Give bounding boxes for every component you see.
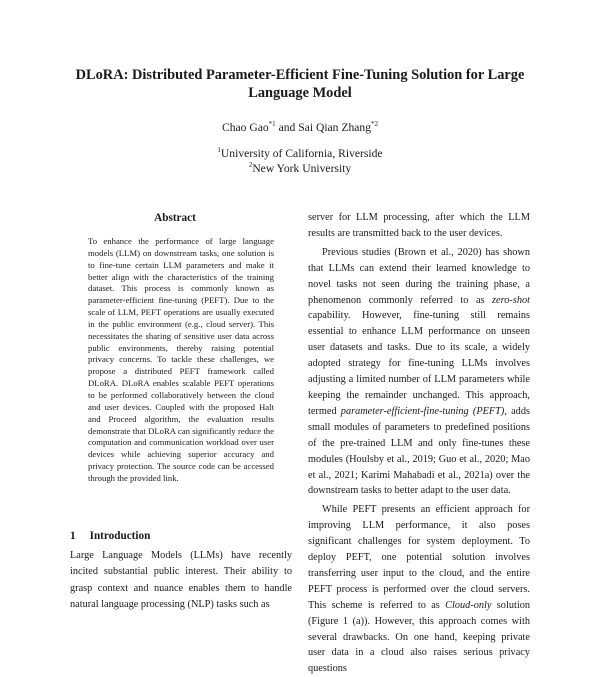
author-marker: *1 <box>268 120 276 129</box>
emphasis-text: parameter-efficient-fine-tuning (PEFT) <box>340 405 505 417</box>
emphasis-text: zero-shot <box>492 294 530 306</box>
text-run: solution (Figure 1 (a)). However, this approach comes with several drawbacks. On one hand, keeping private user data in a cloud also raises serious privacy questions <box>308 599 530 675</box>
paragraph <box>308 245 530 500</box>
affiliation-name: University of California, Riverside <box>220 147 383 160</box>
section-title: Introduction <box>89 530 151 542</box>
intro-text: Large Language Models (LLMs) have recently incited substantial public interest. Their ability to grasp context and nuance enables them to handle natural language processing (NLP) tasks such as <box>70 550 292 611</box>
author-line <box>60 120 540 135</box>
right-column <box>308 210 530 677</box>
affiliation-name: New York University <box>252 162 352 175</box>
affiliation-marker: 2 <box>248 161 253 170</box>
author-name: Chao Gao <box>221 121 269 134</box>
abstract-text: To enhance the performance of large language models (LLM) on downstream tasks, one solution is to fine-tune certain LLM parameters and make it better align with the characteristics of the training dataset. This process is commonly known as parameter-efficient fine-tuning (PEFT). Due to the scale of LLM, PEFT operations are usually executed in the public environment (e.g., cloud server). This necessitates the sharing of sensitive user data across public environments, thereby raising potential privacy concerns. To tackle these challenges, we propose a distributed PEFT framework called DLoRA. DLoRA enables scalable PEFT operations to be performed collaboratively between the cloud and user devices. Coupled with the proposed Halt and Proceed algorithm, the evaluation results demonstrate that DLoRA can significantly reduce the computation and communication workload over user devices while achieving superior accuracy and privacy protection. The source code can be accessed through the provided link. <box>88 236 274 483</box>
affiliations <box>60 146 540 176</box>
affiliation <box>60 146 540 161</box>
author-marker: *2 <box>371 120 379 129</box>
paper-title: DLoRA: Distributed Parameter-Efficient Fine-Tuning Solution for Large Language Model <box>75 67 525 101</box>
emphasis-text: Cloud-only <box>445 599 492 611</box>
author-name: Sai Qian Zhang <box>298 121 372 134</box>
text-run: capability. However, fine-tuning still remains essential to enhance LLM performance on unseen user datasets and tasks. Due to its scale, a widely adopted strategy for fine-tuning LLMs involves adjusting a limited number of LLM parameters while keeping the remainder unchanged. This approach, termed <box>308 310 530 417</box>
paragraph: server for LLM processing, after which the LLM results are transmitted back to the user devices. <box>308 212 530 239</box>
text-run: , adds small modules of parameters to predefined positions of the pre-trained LLM and only fine-tunes these modules (Houlsby et al., 2019; Guo et al., 2020; Mao et al., 2021; Karimi Mahabadi et al., 2021a) over the downstream tasks to better adapt to the user data. <box>308 405 530 497</box>
affiliation-marker: 1 <box>217 146 221 155</box>
affiliation <box>60 161 540 176</box>
paragraph <box>308 502 530 677</box>
text-run: Previous studies (Brown et al., 2020) has shown that LLMs can extend their learned knowledge to novel tasks not seen during the training phase, a phenomenon commonly referred to as <box>308 246 530 306</box>
section-number: 1 <box>70 530 76 542</box>
section-heading <box>70 530 150 542</box>
author-conjunction: and <box>278 121 296 134</box>
text-run: While PEFT presents an efficient approach for improving LLM performance, it also poses significant challenges for system deployment. To deploy PEFT, one potential solution involves transferring user input to the cloud, and the entire PEFT process is performed over the cloud servers. This scheme is referred to as <box>308 504 530 611</box>
abstract-heading: Abstract <box>154 212 196 224</box>
